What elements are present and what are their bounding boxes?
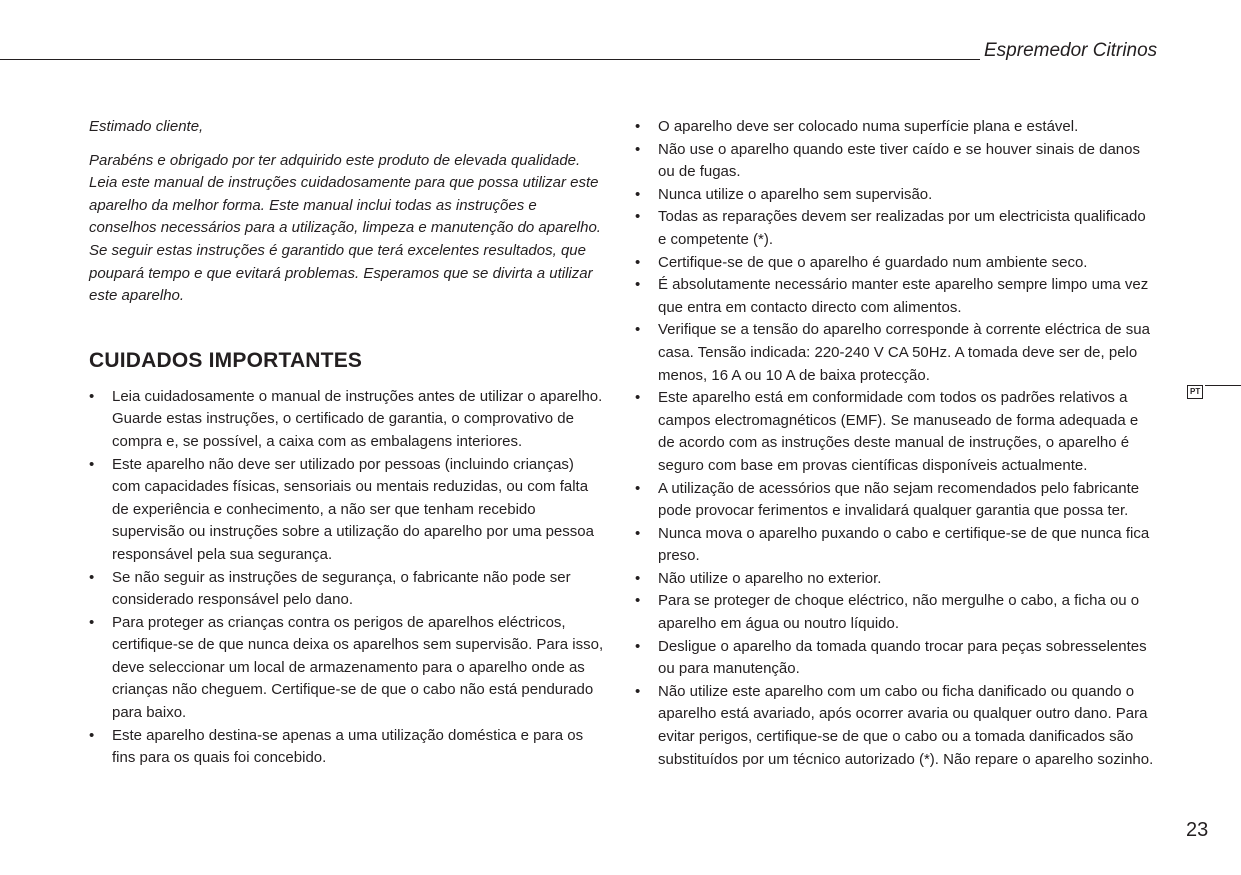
left-bullet-list	[89, 386, 604, 770]
list-item: • Nunca mova o aparelho puxando o cabo e certifique-se de que nunca fica preso.	[635, 523, 1155, 568]
list-item: • Este aparelho está em conformidade com todos os padrões relativos a campos electromagnéticos (EMF). Se manuseado de forma adequada e de acordo com as instruções deste manual de instruções, o aparelho é seguro com base em provas científicas disponíveis actualmente.	[635, 387, 1155, 477]
header-rule	[0, 59, 980, 60]
list-item: • Todas as reparações devem ser realizadas por um electricista qualificado e competente (*).	[635, 206, 1155, 251]
list-item: • É absolutamente necessário manter este aparelho sempre limpo uma vez que entra em contacto directo com alimentos.	[635, 274, 1155, 319]
section-title: CUIDADOS IMPORTANTES	[89, 348, 363, 372]
list-item: • Não use o aparelho quando este tiver caído e se houver sinais de danos ou de fugas.	[635, 139, 1155, 184]
list-item: • Para se proteger de choque eléctrico, não mergulhe o cabo, a ficha ou o aparelho em água ou noutro líquido.	[635, 590, 1155, 635]
left-column	[89, 116, 604, 770]
list-item: • Verifique se a tensão do aparelho corresponde à corrente eléctrica de sua casa. Tensão indicada: 220-240 V CA 50Hz. A tomada deve ser de, pelo menos, 16 A ou 10 A de baixa protecção.	[635, 319, 1155, 387]
list-item: • Certifique-se de que o aparelho é guardado num ambiente seco.	[635, 252, 1155, 275]
page-number: 23	[1186, 819, 1209, 841]
language-tag-rule	[1205, 385, 1241, 386]
list-item: • Este aparelho não deve ser utilizado por pessoas (incluindo crianças) com capacidades físicas, sensoriais ou mentais reduzidas, ou com falta de experiência e conhecimento, a não ser que tenham recebido supervisão ou instruções sobre a utilização do aparelho por uma pessoa responsável pela sua segurança.	[89, 454, 604, 567]
list-item: • Não utilize o aparelho no exterior.	[635, 568, 1155, 591]
list-item: • Nunca utilize o aparelho sem supervisão.	[635, 184, 1155, 207]
list-item: • Para proteger as crianças contra os perigos de aparelhos eléctricos, certifique-se de que nunca deixa os aparelhos sem supervisão. Para isso, deve seleccionar um local de armazenamento para o aparelho onde as crianças não cheguem. Certifique-se de que o cabo não está pendurado para baixo.	[89, 612, 604, 725]
greeting: Estimado cliente,	[89, 118, 204, 135]
list-item: • O aparelho deve ser colocado numa superfície plana e estável.	[635, 116, 1155, 139]
list-item: • A utilização de acessórios que não sejam recomendados pelo fabricante pode provocar ferimentos e invalidará qualquer garantia que possa ter.	[635, 478, 1155, 523]
list-item: • Não utilize este aparelho com um cabo ou ficha danificado ou quando o aparelho está avariado, após ocorrer avaria ou qualquer outro dano. Para evitar perigos, certifique-se de que o cabo ou a tomada danificados são substituídos por um técnico autorizado (*). Não repare o aparelho sozinho.	[635, 681, 1155, 771]
header-title: Espremedor Citrinos	[984, 40, 1158, 61]
intro-paragraph: Parabéns e obrigado por ter adquirido este produto de elevada qualidade. Leia este manual de instruções cuidadosamente para que possa utilizar este aparelho da melhor forma. Este manual inclui todas as instruções e conselhos necessários para a utilização, limpeza e manutenção do aparelho. Se seguir estas instruções é garantido que terá excelentes resultados, que poupará tempo e que evitará problemas. Esperamos que se divirta a utilizar este aparelho.	[89, 151, 601, 305]
right-column	[635, 116, 1155, 771]
right-bullet-list	[635, 116, 1155, 771]
list-item: • Se não seguir as instruções de segurança, o fabricante não pode ser considerado responsável pelo dano.	[89, 567, 604, 612]
language-tag: PT	[1187, 385, 1203, 399]
list-item: • Desligue o aparelho da tomada quando trocar para peças sobresselentes ou para manutenção.	[635, 636, 1155, 681]
list-item: • Este aparelho destina-se apenas a uma utilização doméstica e para os fins para os quais foi concebido.	[89, 725, 604, 770]
list-item: • Leia cuidadosamente o manual de instruções antes de utilizar o aparelho. Guarde estas instruções, o certificado de garantia, o comprovativo de compra e, se possível, a caixa com as embalagens interiores.	[89, 386, 604, 454]
